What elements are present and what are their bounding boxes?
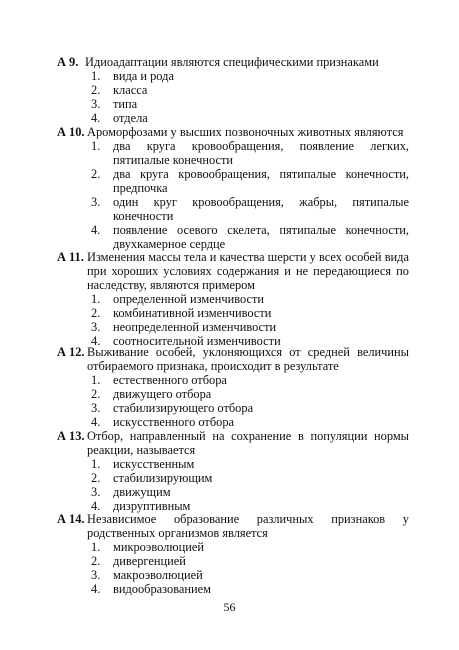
option-number: 4.: [91, 582, 101, 596]
option-number: 1.: [91, 69, 101, 83]
option-number: 4.: [91, 415, 101, 429]
question-text: Выживание особей, уклоняющихся от средней величины отбираемого признака, происходит в результате: [87, 345, 409, 373]
option-number: 1.: [91, 457, 101, 471]
option-text: типа: [113, 97, 138, 111]
option-number: 3.: [91, 195, 101, 209]
option-text: появление осевого скелета, пятипалые конечности, двухкамерное сердце: [113, 223, 409, 251]
page-number: 56: [223, 600, 236, 614]
option-number: 2.: [91, 306, 101, 320]
question-a14: [57, 512, 409, 596]
option-number: 2.: [91, 167, 101, 181]
option-text: соотносительной изменчивости: [113, 334, 281, 348]
option-number: 4.: [91, 334, 101, 348]
question-number: А 10.: [57, 125, 85, 139]
answer-option: [91, 83, 409, 97]
answer-option: [91, 540, 409, 554]
option-text: дизруптивным: [113, 499, 191, 513]
answer-option: [91, 387, 409, 401]
answer-option: [91, 69, 409, 83]
option-number: 3.: [91, 401, 101, 415]
option-text: искусственного отбора: [113, 415, 235, 429]
answer-option: [91, 111, 409, 125]
question-number: А 9.: [57, 55, 79, 69]
answer-option: [91, 457, 409, 471]
option-text: один круг кровообращения, жабры, пятипалые конечности: [113, 195, 409, 223]
option-text: стабилизирующим: [113, 471, 213, 485]
option-text: движущего отбора: [113, 387, 212, 401]
option-number: 1.: [91, 139, 101, 153]
answer-option: [91, 167, 409, 195]
option-text: движущим: [113, 485, 171, 499]
question-a9: [57, 55, 409, 125]
option-text: два круга кровообращения, появление легких, пятипалые конечности: [113, 139, 409, 167]
answer-option: [91, 97, 409, 111]
question-text: Ароморфозами у высших позвоночных животных являются: [87, 125, 404, 139]
option-text: отдела: [113, 111, 148, 125]
option-number: 3.: [91, 485, 101, 499]
option-text: класса: [113, 83, 148, 97]
option-number: 2.: [91, 554, 101, 568]
answer-option: [91, 373, 409, 387]
answer-option: [91, 401, 409, 415]
answer-option: [91, 471, 409, 485]
option-text: стабилизирующего отбора: [113, 401, 254, 415]
question-text: Идиоадаптации являются специфическими признаками: [85, 55, 379, 69]
answer-option: [91, 139, 409, 167]
option-number: 1.: [91, 540, 101, 554]
option-number: 3.: [91, 97, 101, 111]
option-text: два круга кровообращения, пятипалые конечности, предпочка: [113, 167, 409, 195]
question-number: А 13.: [57, 429, 85, 443]
option-text: искусственным: [113, 457, 195, 471]
answer-option: [91, 582, 409, 596]
option-number: 1.: [91, 292, 101, 306]
option-number: 3.: [91, 568, 101, 582]
answer-option: [91, 415, 409, 429]
question-number: А 11.: [57, 250, 84, 264]
question-a11: [57, 250, 409, 348]
question-number: А 12.: [57, 345, 85, 359]
question-a13: [57, 429, 409, 513]
option-text: дивергенцией: [113, 554, 186, 568]
question-text: Изменения массы тела и качества шерсти у всех особей вида при хороших условиях содержания и не передающиеся по наследству, являются примером: [87, 250, 409, 292]
option-number: 4.: [91, 111, 101, 125]
option-text: видообразованием: [113, 582, 211, 596]
option-text: микроэволюцией: [113, 540, 204, 554]
option-text: вида и рода: [113, 69, 174, 83]
answer-option: [91, 499, 409, 513]
answer-option: [91, 568, 409, 582]
option-text: комбинативной изменчивости: [113, 306, 272, 320]
answer-option: [91, 223, 409, 251]
question-text: Независимое образование различных признаков у родственных организмов является: [87, 512, 409, 540]
option-number: 2.: [91, 387, 101, 401]
answer-option: [91, 485, 409, 499]
option-text: определенной изменчивости: [113, 292, 265, 306]
answer-option: [91, 292, 409, 306]
option-number: 4.: [91, 499, 101, 513]
question-a10: [57, 125, 409, 251]
option-text: макроэволюцией: [113, 568, 203, 582]
option-number: 4.: [91, 223, 101, 237]
option-number: 1.: [91, 373, 101, 387]
option-text: естественного отбора: [113, 373, 227, 387]
answer-option: [91, 306, 409, 320]
answer-option: [91, 554, 409, 568]
question-number: А 14.: [57, 512, 85, 526]
answer-option: [91, 195, 409, 223]
option-number: 2.: [91, 471, 101, 485]
question-text: Отбор, направленный на сохранение в популяции нормы реакции, называется: [87, 429, 409, 457]
option-text: неопределенной изменчивости: [113, 320, 277, 334]
question-a12: [57, 345, 409, 429]
option-number: 2.: [91, 83, 101, 97]
option-number: 3.: [91, 320, 101, 334]
answer-option: [91, 320, 409, 334]
